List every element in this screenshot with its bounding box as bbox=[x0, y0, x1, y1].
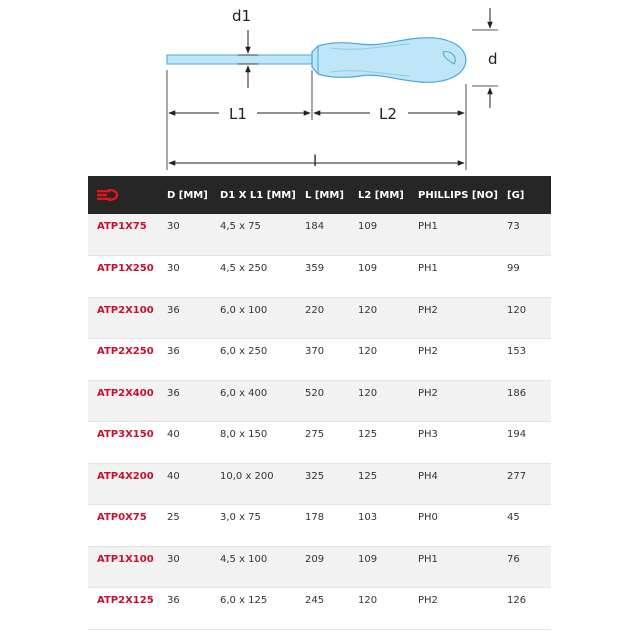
cell-l: 178 bbox=[305, 505, 358, 547]
table-row bbox=[88, 256, 551, 298]
cell-d: 30 bbox=[167, 546, 220, 588]
cell-ref[interactable]: ATP0X75 bbox=[88, 505, 167, 547]
l-dimension bbox=[169, 152, 464, 170]
cell-ref[interactable]: ATP2X100 bbox=[88, 297, 167, 339]
cell-d1xl1: 6,0 x 100 bbox=[220, 297, 305, 339]
cell-ref[interactable]: ATP1X100 bbox=[88, 546, 167, 588]
brand-logo-icon bbox=[97, 189, 119, 201]
cell-l2: 120 bbox=[358, 339, 418, 381]
cell-phillips: PH3 bbox=[418, 422, 507, 464]
cell-l: 245 bbox=[305, 588, 358, 630]
cell-d1xl1: 6,0 x 125 bbox=[220, 588, 305, 630]
cell-weight: 99 bbox=[507, 256, 551, 298]
cell-ref[interactable]: ATP2X250 bbox=[88, 339, 167, 381]
header-phillips: PHILLIPS [NO] bbox=[418, 176, 507, 214]
cell-ref[interactable]: ATP1X250 bbox=[88, 256, 167, 298]
cell-l: 184 bbox=[305, 214, 358, 256]
cell-phillips: PH2 bbox=[418, 297, 507, 339]
cell-d: 36 bbox=[167, 297, 220, 339]
table-row bbox=[88, 422, 551, 464]
table-row bbox=[88, 546, 551, 588]
cell-ref[interactable]: ATP4X200 bbox=[88, 463, 167, 505]
header-weight: [G] bbox=[507, 176, 551, 214]
cell-weight: 277 bbox=[507, 463, 551, 505]
cell-l2: 125 bbox=[358, 422, 418, 464]
cell-phillips: PH1 bbox=[418, 214, 507, 256]
cell-l: 275 bbox=[305, 422, 358, 464]
cell-weight: 186 bbox=[507, 380, 551, 422]
table-header-row bbox=[88, 176, 551, 214]
l-label: l bbox=[313, 152, 318, 170]
cell-l2: 109 bbox=[358, 546, 418, 588]
cell-d1xl1: 6,0 x 400 bbox=[220, 380, 305, 422]
cell-d1xl1: 6,0 x 250 bbox=[220, 339, 305, 381]
header-l2: L2 [MM] bbox=[358, 176, 418, 214]
cell-l: 325 bbox=[305, 463, 358, 505]
table-row bbox=[88, 297, 551, 339]
table-row bbox=[88, 463, 551, 505]
cell-d: 25 bbox=[167, 505, 220, 547]
cell-phillips: PH0 bbox=[418, 505, 507, 547]
cell-d: 40 bbox=[167, 463, 220, 505]
l1-dimension bbox=[169, 105, 310, 123]
cell-ref[interactable]: ATP2X125 bbox=[88, 588, 167, 630]
l2-label: L2 bbox=[379, 105, 397, 123]
d1-label: d1 bbox=[232, 7, 252, 25]
cell-l: 209 bbox=[305, 546, 358, 588]
cell-d1xl1: 4,5 x 100 bbox=[220, 546, 305, 588]
cell-weight: 120 bbox=[507, 297, 551, 339]
cell-ref[interactable]: ATP3X150 bbox=[88, 422, 167, 464]
d1-dimension bbox=[232, 7, 258, 88]
cell-phillips: PH2 bbox=[418, 588, 507, 630]
screwdriver-outline bbox=[167, 38, 466, 83]
cell-l2: 120 bbox=[358, 297, 418, 339]
cell-d: 36 bbox=[167, 588, 220, 630]
cell-d: 30 bbox=[167, 214, 220, 256]
table-row bbox=[88, 588, 551, 630]
cell-ref[interactable]: ATP1X75 bbox=[88, 214, 167, 256]
cell-d1xl1: 3,0 x 75 bbox=[220, 505, 305, 547]
cell-phillips: PH4 bbox=[418, 463, 507, 505]
cell-d: 30 bbox=[167, 256, 220, 298]
cell-phillips: PH1 bbox=[418, 546, 507, 588]
cell-weight: 126 bbox=[507, 588, 551, 630]
header-d1xl1: D1 X L1 [MM] bbox=[220, 176, 305, 214]
cell-l2: 103 bbox=[358, 505, 418, 547]
cell-l2: 120 bbox=[358, 588, 418, 630]
cell-l: 220 bbox=[305, 297, 358, 339]
l2-dimension bbox=[314, 105, 464, 123]
cell-phillips: PH2 bbox=[418, 339, 507, 381]
cell-l2: 109 bbox=[358, 214, 418, 256]
cell-l: 370 bbox=[305, 339, 358, 381]
table-row bbox=[88, 339, 551, 381]
cell-d1xl1: 8,0 x 150 bbox=[220, 422, 305, 464]
table-row bbox=[88, 380, 551, 422]
spec-table bbox=[88, 176, 551, 630]
header-d: D [MM] bbox=[167, 176, 220, 214]
cell-l2: 120 bbox=[358, 380, 418, 422]
cell-ref[interactable]: ATP2X400 bbox=[88, 380, 167, 422]
cell-d: 36 bbox=[167, 380, 220, 422]
cell-weight: 153 bbox=[507, 339, 551, 381]
table-row bbox=[88, 214, 551, 256]
header-l: L [MM] bbox=[305, 176, 358, 214]
cell-phillips: PH2 bbox=[418, 380, 507, 422]
cell-phillips: PH1 bbox=[418, 256, 507, 298]
screwdriver-diagram bbox=[0, 0, 640, 176]
header-logo-cell bbox=[88, 176, 167, 214]
cell-weight: 76 bbox=[507, 546, 551, 588]
cell-weight: 73 bbox=[507, 214, 551, 256]
d-label: d bbox=[488, 50, 498, 68]
d-dimension bbox=[472, 8, 498, 108]
table-row bbox=[88, 505, 551, 547]
cell-l: 359 bbox=[305, 256, 358, 298]
cell-l2: 125 bbox=[358, 463, 418, 505]
l1-label: L1 bbox=[229, 105, 247, 123]
cell-d: 40 bbox=[167, 422, 220, 464]
cell-d1xl1: 4,5 x 250 bbox=[220, 256, 305, 298]
cell-l: 520 bbox=[305, 380, 358, 422]
cell-d: 36 bbox=[167, 339, 220, 381]
cell-weight: 45 bbox=[507, 505, 551, 547]
cell-weight: 194 bbox=[507, 422, 551, 464]
cell-l2: 109 bbox=[358, 256, 418, 298]
cell-d1xl1: 10,0 x 200 bbox=[220, 463, 305, 505]
cell-d1xl1: 4,5 x 75 bbox=[220, 214, 305, 256]
